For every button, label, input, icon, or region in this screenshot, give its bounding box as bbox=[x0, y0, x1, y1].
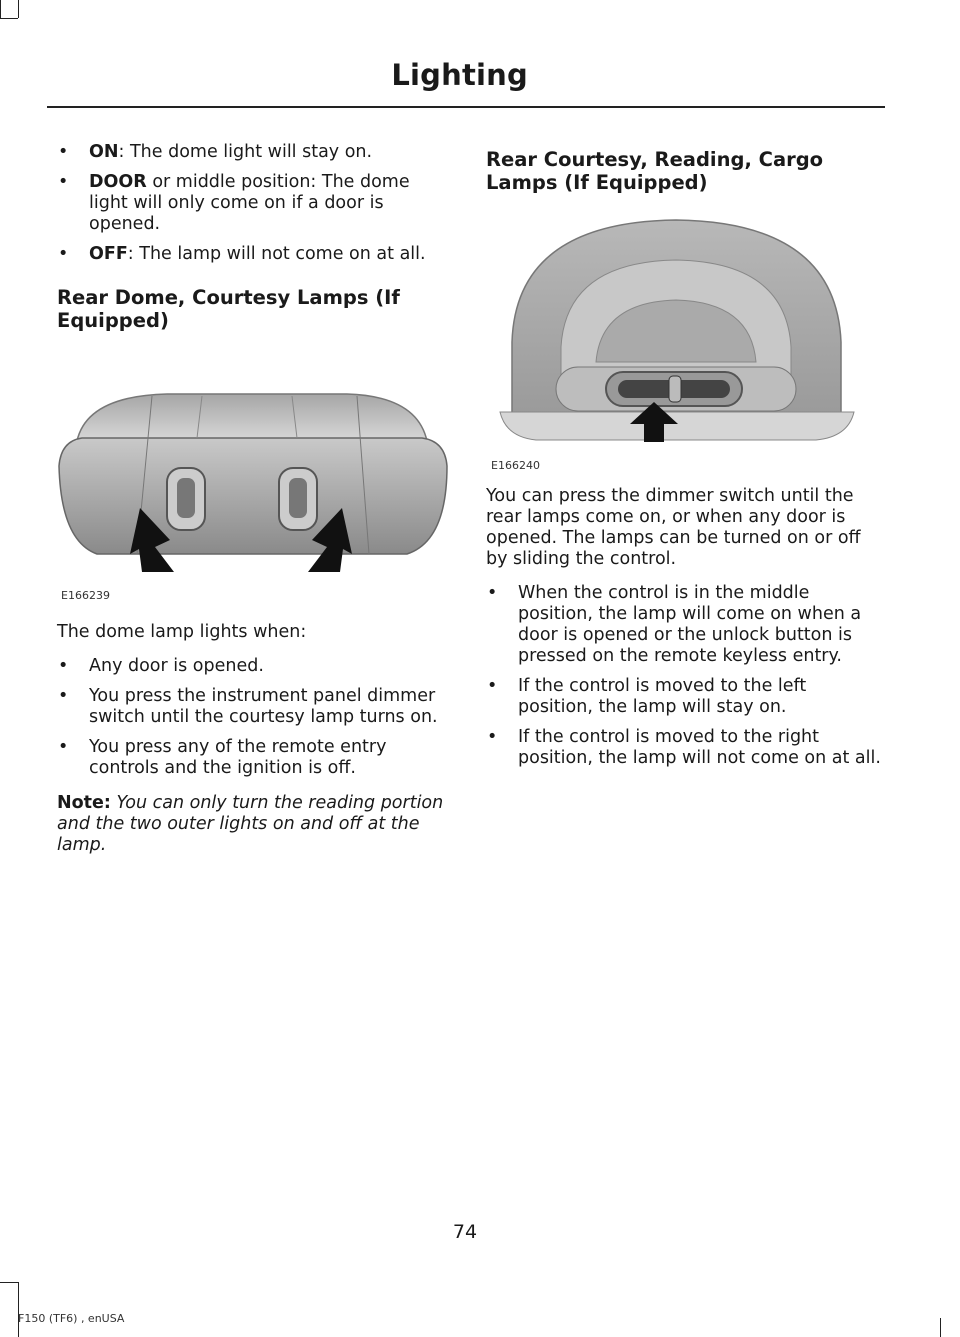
list-item: • When the control is in the middle position, the lamp will come on when a door is opened or the unlock button is pressed on the remote keyless entry. bbox=[486, 583, 884, 667]
rear-courtesy-lamp-illustration bbox=[486, 212, 884, 460]
section-heading-rear-courtesy: Rear Courtesy, Reading, Cargo Lamps (If Equipped) bbox=[486, 148, 824, 194]
crop-mark bbox=[940, 1318, 941, 1337]
left-column bbox=[57, 142, 452, 856]
page-title: Lighting bbox=[391, 58, 528, 92]
crop-mark bbox=[18, 0, 19, 18]
list-item bbox=[57, 244, 452, 265]
list-item: • You press the instrument panel dimmer switch until the courtesy lamp turns on. bbox=[57, 686, 452, 728]
control-position-list bbox=[486, 583, 884, 769]
intro-paragraph: You can press the dimmer switch until the rear lamps come on, or when any door is opened. The lamps can be turned on or off by sliding the control. bbox=[486, 486, 861, 569]
switch-position-list bbox=[57, 142, 452, 265]
page-number: 74 bbox=[452, 1221, 478, 1243]
term-off: OFF bbox=[89, 244, 128, 264]
note-label: Note: bbox=[57, 793, 111, 813]
term-desc: : The dome light will stay on. bbox=[118, 142, 373, 162]
rear-courtesy-lamp-figure bbox=[486, 212, 884, 474]
crop-mark bbox=[0, 18, 18, 19]
lamp-lights-list bbox=[57, 656, 452, 779]
crop-mark bbox=[18, 1282, 19, 1337]
term-door: DOOR bbox=[89, 172, 147, 192]
list-item bbox=[57, 172, 452, 235]
list-item: • If the control is moved to the left position, the lamp will stay on. bbox=[486, 676, 884, 718]
term-on: ON bbox=[89, 142, 119, 162]
rear-dome-lamp-figure bbox=[57, 366, 449, 604]
note-paragraph bbox=[57, 793, 452, 856]
right-column bbox=[486, 142, 884, 778]
footer-label: F150 (TF6) , enUSA bbox=[18, 1312, 125, 1325]
crop-mark bbox=[0, 0, 1, 18]
note-text: You can only turn the reading portion and the two outer lights on and off at the lamp. bbox=[57, 793, 444, 855]
list-item: • If the control is moved to the right position, the lamp will not come on at all. bbox=[486, 727, 884, 769]
list-item bbox=[57, 142, 452, 163]
list-item: • Any door is opened. bbox=[57, 656, 452, 677]
figure-code: E166239 bbox=[61, 589, 110, 602]
header-divider bbox=[47, 106, 885, 108]
figure-code: E166240 bbox=[491, 459, 540, 472]
crop-mark bbox=[0, 1282, 18, 1283]
section-heading-rear-dome: Rear Dome, Courtesy Lamps (If Equipped) bbox=[57, 286, 400, 332]
rear-dome-lamp-illustration bbox=[57, 366, 449, 604]
intro-paragraph: The dome lamp lights when: bbox=[57, 622, 307, 642]
term-desc: : The lamp will not come on at all. bbox=[127, 244, 426, 264]
list-item: • You press any of the remote entry controls and the ignition is off. bbox=[57, 737, 452, 779]
term-desc: or middle position: The dome light will only come on if a door is opened. bbox=[89, 172, 410, 234]
